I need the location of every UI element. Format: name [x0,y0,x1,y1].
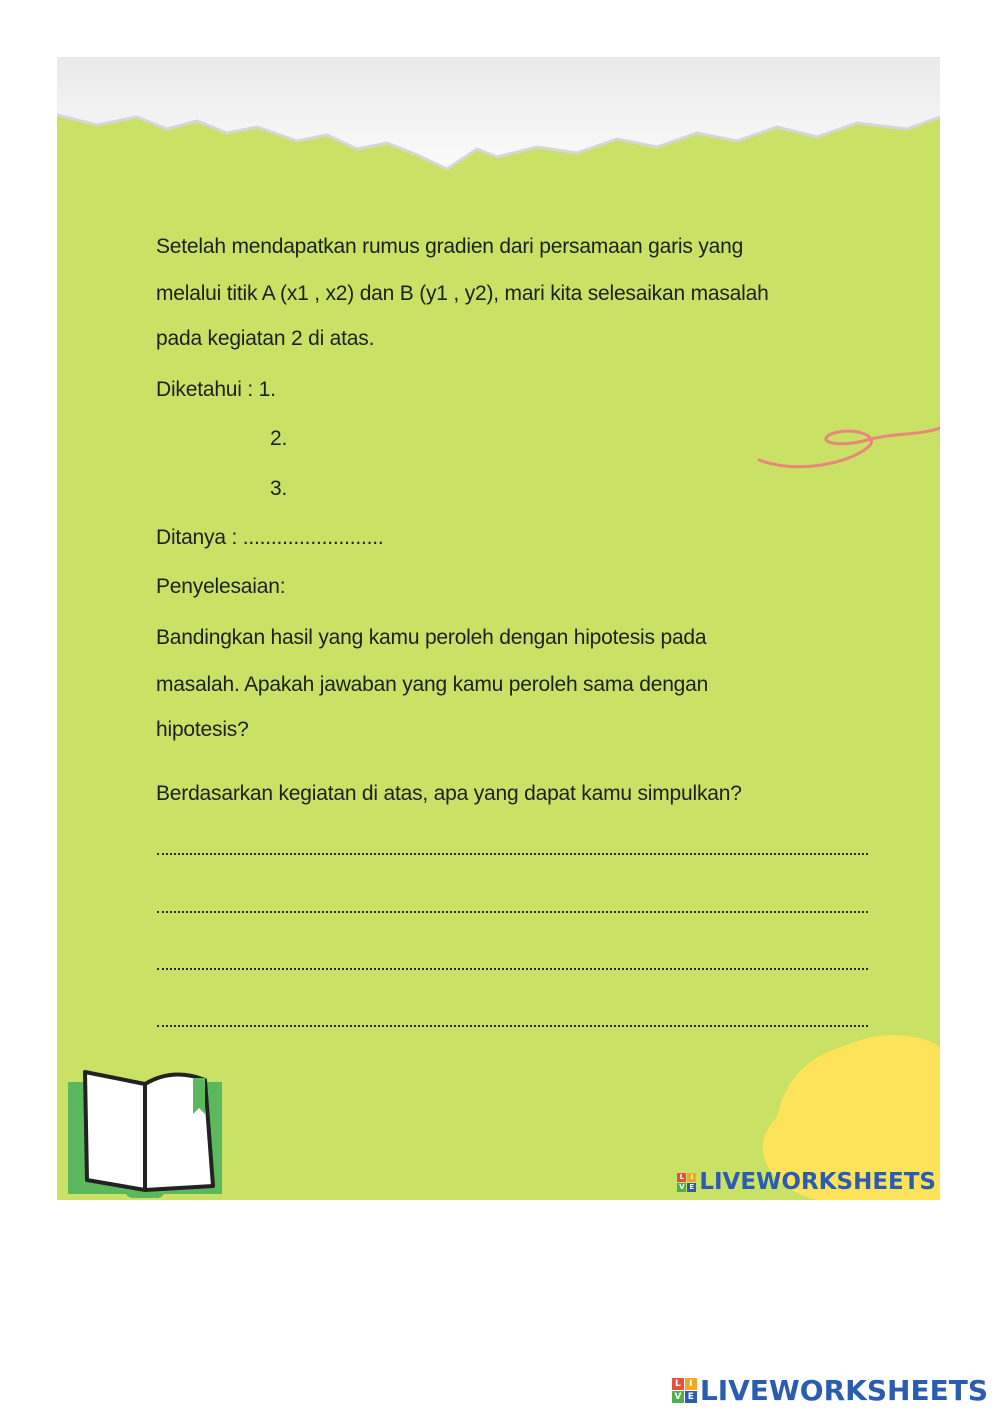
known-item-3: 3. [270,477,288,500]
intro-line-3: pada kegiatan 2 di atas. [156,327,375,350]
logo-mark-icon [677,1173,696,1192]
logo-letter: V [679,1182,685,1191]
asked-label: Ditanya : ......................... [156,526,384,549]
logo-mark-icon [672,1378,697,1403]
brand-name-live: LIVE [699,1169,757,1195]
logo-letter: E [685,1391,697,1403]
logo-letter: I [685,1378,697,1390]
answer-line-1[interactable] [157,853,868,855]
answer-line-4[interactable] [157,1025,868,1027]
brand-name-live: LIVE [699,1374,769,1407]
logo-letter: L [677,1173,686,1182]
torn-paper-header [57,57,940,187]
compare-line-2: masalah. Apakah jawaban yang kamu peroleh sama dengan [156,673,709,696]
liveworksheets-logo-footer[interactable] [672,1374,988,1407]
decorative-squiggle [757,412,940,482]
known-label: Diketahui : 1. [156,378,276,401]
answer-line-3[interactable] [157,968,868,970]
intro-line-2: melalui titik A (x1 , x2) dan B (y1 , y2), mari kita selesaikan masalah [156,282,769,305]
compare-line-1: Bandingkan hasil yang kamu peroleh dengan hipotesis pada [156,626,707,649]
logo-letter: V [672,1391,684,1403]
intro-line-1: Setelah mendapatkan rumus gradien dari persamaan garis yang [156,235,744,258]
brand-name-worksheets: WORKSHEETS [768,1374,988,1407]
solution-label: Penyelesaian: [156,575,286,598]
logo-letter: E [687,1183,696,1192]
known-item-2: 2. [270,427,288,450]
brand-name-worksheets: WORKSHEETS [756,1169,936,1195]
liveworksheets-logo-inner [677,1169,936,1195]
worksheet-page [57,57,940,1200]
open-book-icon [65,1062,225,1200]
logo-letter: L [672,1378,684,1390]
logo-letter: I [687,1173,696,1182]
conclusion-question: Berdasarkan kegiatan di atas, apa yang dapat kamu simpulkan? [156,782,742,805]
answer-line-2[interactable] [157,911,868,913]
compare-line-3: hipotesis? [156,718,249,741]
